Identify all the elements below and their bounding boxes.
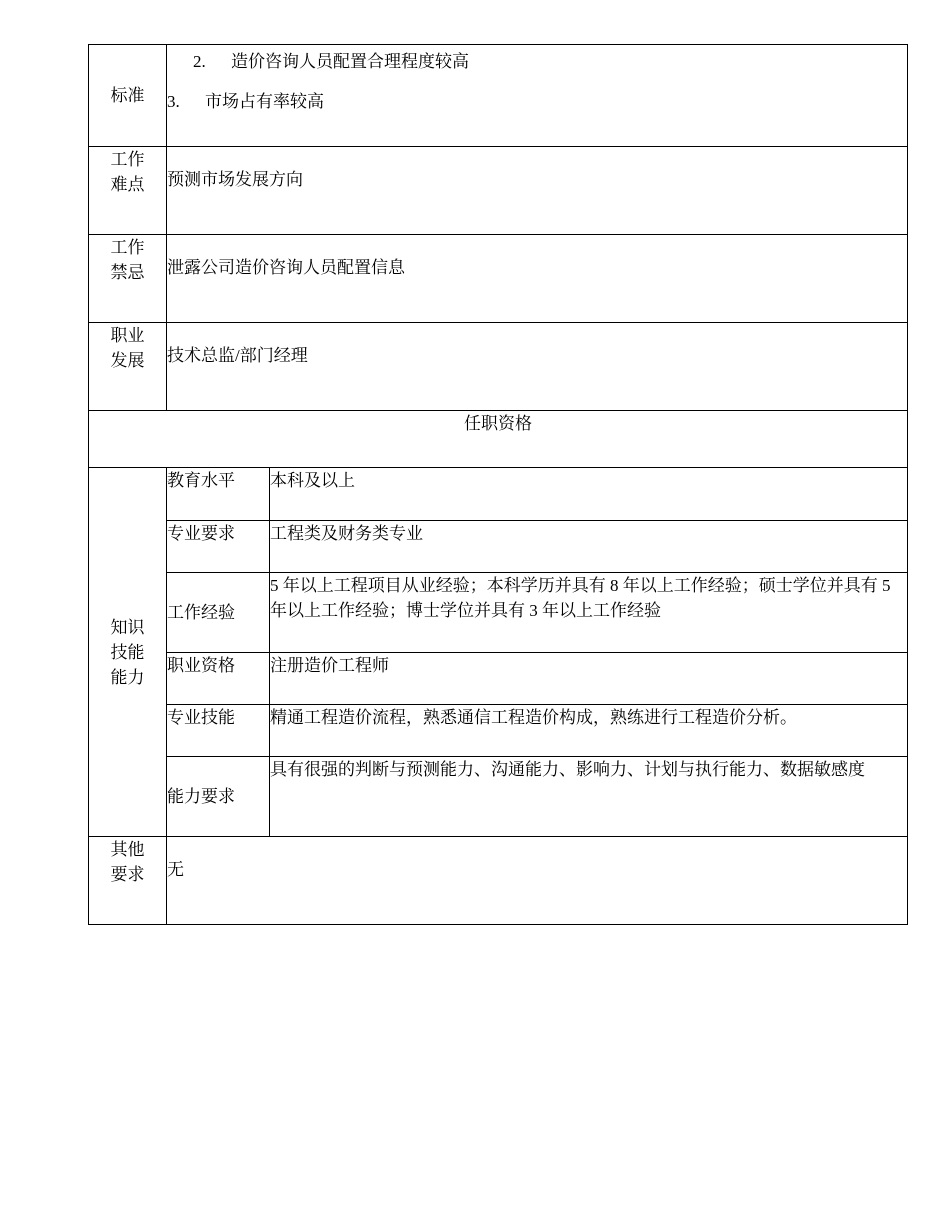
qualifications-heading-row: [89, 411, 908, 468]
difficulty-label-line: 难点: [110, 175, 145, 194]
standard-row: [89, 45, 908, 147]
certification-label: 职业资格: [167, 653, 270, 705]
taboo-label: [89, 235, 167, 323]
qualification-row: [89, 653, 908, 705]
major-value: 工程类及财务类专业: [270, 521, 908, 573]
difficulty-row: [89, 147, 908, 235]
experience-value: 5 年以上工程项目从业经验；本科学历并具有 8 年以上工作经验；硕士学位并具有 5 年以上工作经验；博士学位并具有 3 年以上工作经验: [270, 573, 908, 653]
difficulty-value: 预测市场发展方向: [167, 147, 908, 235]
standard-label-text: 标准: [110, 86, 145, 105]
ability-value: 具有很强的判断与预测能力、沟通能力、影响力、计划与执行能力、数据敏感度: [270, 757, 908, 837]
standard-content: [167, 45, 908, 147]
qualification-row: [89, 757, 908, 837]
skills-value: 精通工程造价流程，熟悉通信工程造价构成，熟练进行工程造价分析。: [270, 705, 908, 757]
career-label-line: 职业: [110, 326, 145, 345]
other-value: 无: [167, 837, 908, 925]
standard-item: [193, 49, 907, 74]
job-description-table: [88, 44, 908, 925]
group-label-line: 能力: [110, 667, 145, 687]
qualification-row: [89, 705, 908, 757]
qualifications-title: 任职资格: [89, 411, 908, 468]
other-label-line: 其他: [110, 840, 145, 859]
certification-value: 注册造价工程师: [270, 653, 908, 705]
other-label-line: 要求: [110, 865, 145, 884]
knowledge-skills-label: [89, 468, 167, 837]
difficulty-label: [89, 147, 167, 235]
taboo-label-line: 工作: [110, 238, 145, 257]
standard-item-number: 3.: [167, 92, 180, 111]
major-label: 专业要求: [167, 521, 270, 573]
taboo-value: 泄露公司造价咨询人员配置信息: [167, 235, 908, 323]
career-value: 技术总监/部门经理: [167, 323, 908, 411]
difficulty-label-line: 工作: [110, 150, 145, 169]
group-label-line: 知识: [110, 617, 145, 637]
standard-item-number: 2.: [193, 52, 206, 71]
standard-item-text: 造价咨询人员配置合理程度较高: [231, 52, 469, 71]
education-value: 本科及以上: [270, 468, 908, 521]
qualification-row: [89, 573, 908, 653]
career-label: [89, 323, 167, 411]
qualification-row: [89, 468, 908, 521]
skills-label: 专业技能: [167, 705, 270, 757]
career-row: [89, 323, 908, 411]
experience-label: 工作经验: [167, 573, 270, 653]
qualification-row: [89, 521, 908, 573]
standard-item-text: 市场占有率较高: [205, 92, 324, 111]
education-label: 教育水平: [167, 468, 270, 521]
other-label: [89, 837, 167, 925]
taboo-row: [89, 235, 908, 323]
career-label-line: 发展: [110, 351, 145, 370]
standard-label: [89, 45, 167, 147]
standard-item: [167, 89, 907, 114]
group-label-line: 技能: [110, 642, 145, 662]
ability-label: 能力要求: [167, 757, 270, 837]
taboo-label-line: 禁忌: [110, 263, 145, 282]
other-row: [89, 837, 908, 925]
